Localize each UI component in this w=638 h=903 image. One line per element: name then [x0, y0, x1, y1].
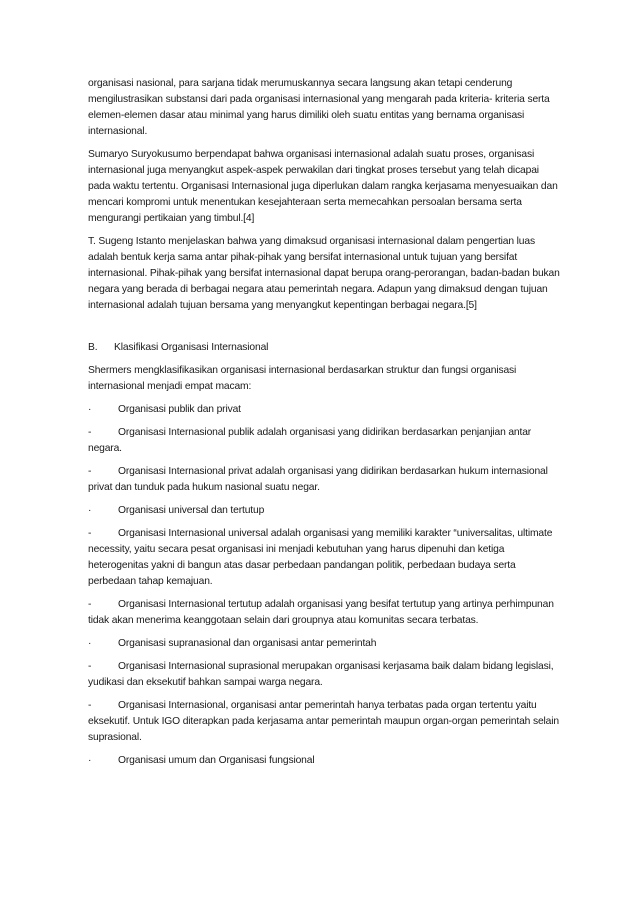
dash-text: Organisasi Internasional tertutup adalah organisasi yang besifat tertutup yang artinya perhimpunan tidak akan menerima keanggotaan selain dari groupnya atau komunitas secara terbatas. [88, 599, 554, 626]
dash-mark: - [88, 599, 92, 610]
list-item-dash [88, 659, 560, 691]
dash-text: Organisasi Internasional, organisasi antar pemerintah hanya terbatas pada organ tertentu yaitu eksekutif. Untuk IGO diterapkan pada kerjasama antar pemerintah maupun organ-organ pemerintah selain suprasional. [88, 700, 559, 743]
list-item-bullet [88, 402, 560, 418]
paragraph-sumaryo: Sumaryo Suryokusumo berpendapat bahwa organisasi internasional adalah suatu proses, organisasi internasional juga menyangkut aspek-aspek perwakilan dari tingkat proses tersebut yang telah dicapai pada waktu tertentu. Organisasi Internasional juga diperlukan dalam rangka kerjasama menyesuaikan dan mencari kompromi untuk menentukan kesejahteraan serta memecahkan persoalan bersama serta mengurangi pertikaian yang timbul.[4] [88, 149, 558, 224]
list-item-bullet [88, 753, 560, 769]
dash-text: Organisasi Internasional universal adalah organisasi yang memiliki karakter “universalitas, ultimate necessity, yaitu secara pesat organisasi ini menjadi kebutuhan yang harus dipenuhi dan ketiga heterogenitas yakni di bangun atas dasar perbedaan pandangan politik, perbedaan budaya serta perbedaan tahap kemajuan. [88, 528, 553, 587]
dash-text: Organisasi Internasional privat adalah organisasi yang didirikan berdasarkan hukum internasional privat dan tunduk pada hukum nasional suatu negar. [88, 466, 548, 493]
list-item-dash [88, 464, 560, 496]
list-item-dash [88, 698, 560, 746]
section-heading [88, 340, 560, 356]
dash-mark: - [88, 528, 92, 539]
paragraph-sugeng: T. Sugeng Istanto menjelaskan bahwa yang dimaksud organisasi internasional dalam pengertian luas adalah bentuk kerja sama antar pihak-pihak yang bersifat internasional untuk tujuan yang bersifat internasional. Pihak-pihak yang bersifat internasional dapat berupa orang-perorangan, badan-badan bukan negara yang berada di berbagai negara atau pemerintah negara. Adapun yang dimaksud dengan tujuan internasional adalah tujuan bersama yang menyangkut kepentingan berbagai negara.[5] [88, 236, 560, 311]
dash-mark: - [88, 661, 92, 672]
bullet-text: Organisasi publik dan privat [118, 404, 241, 415]
list-item-dash [88, 526, 560, 590]
list-item-bullet [88, 636, 560, 652]
dash-mark: - [88, 700, 92, 711]
dash-mark: - [88, 466, 92, 477]
paragraph-intro-definition: organisasi nasional, para sarjana tidak merumuskannya secara langsung akan tetapi cenderung mengilustrasikan substansi dari pada organisasi internasional yang mengarah pada kriteria- kriteria serta elemen-elemen dasar atau minimal yang harus dimiliki oleh suatu entitas yang bernama organisasi internasional. [88, 78, 550, 137]
bullet-text: Organisasi universal dan tertutup [118, 505, 265, 516]
document-body [88, 76, 560, 776]
bullet-text: Organisasi umum dan Organisasi fungsional [118, 755, 315, 766]
dash-text: Organisasi Internasional suprasional merupakan organisasi kerjasama baik dalam bidang legislasi, yudikasi dan eksekutif bahkan sampai warga negara. [88, 661, 554, 688]
section-number: B. [88, 342, 98, 353]
list-item-bullet [88, 503, 560, 519]
bullet-mark: · [88, 505, 92, 516]
bullet-mark: · [88, 404, 92, 415]
dash-mark: - [88, 427, 92, 438]
dash-text: Organisasi Internasional publik adalah organisasi yang didirikan berdasarkan penjanjian antar negara. [88, 427, 532, 454]
list-item-dash [88, 597, 560, 629]
section-title: Klasifikasi Organisasi Internasional [114, 342, 269, 353]
bullet-text: Organisasi supranasional dan organisasi antar pemerintah [118, 638, 377, 649]
paragraph-shermers: Shermers mengklasifikasikan organisasi internasional berdasarkan struktur dan fungsi organisasi internasional menjadi empat macam: [88, 365, 517, 392]
list-item-dash [88, 425, 560, 457]
bullet-mark: · [88, 638, 92, 649]
bullet-mark: · [88, 755, 92, 766]
